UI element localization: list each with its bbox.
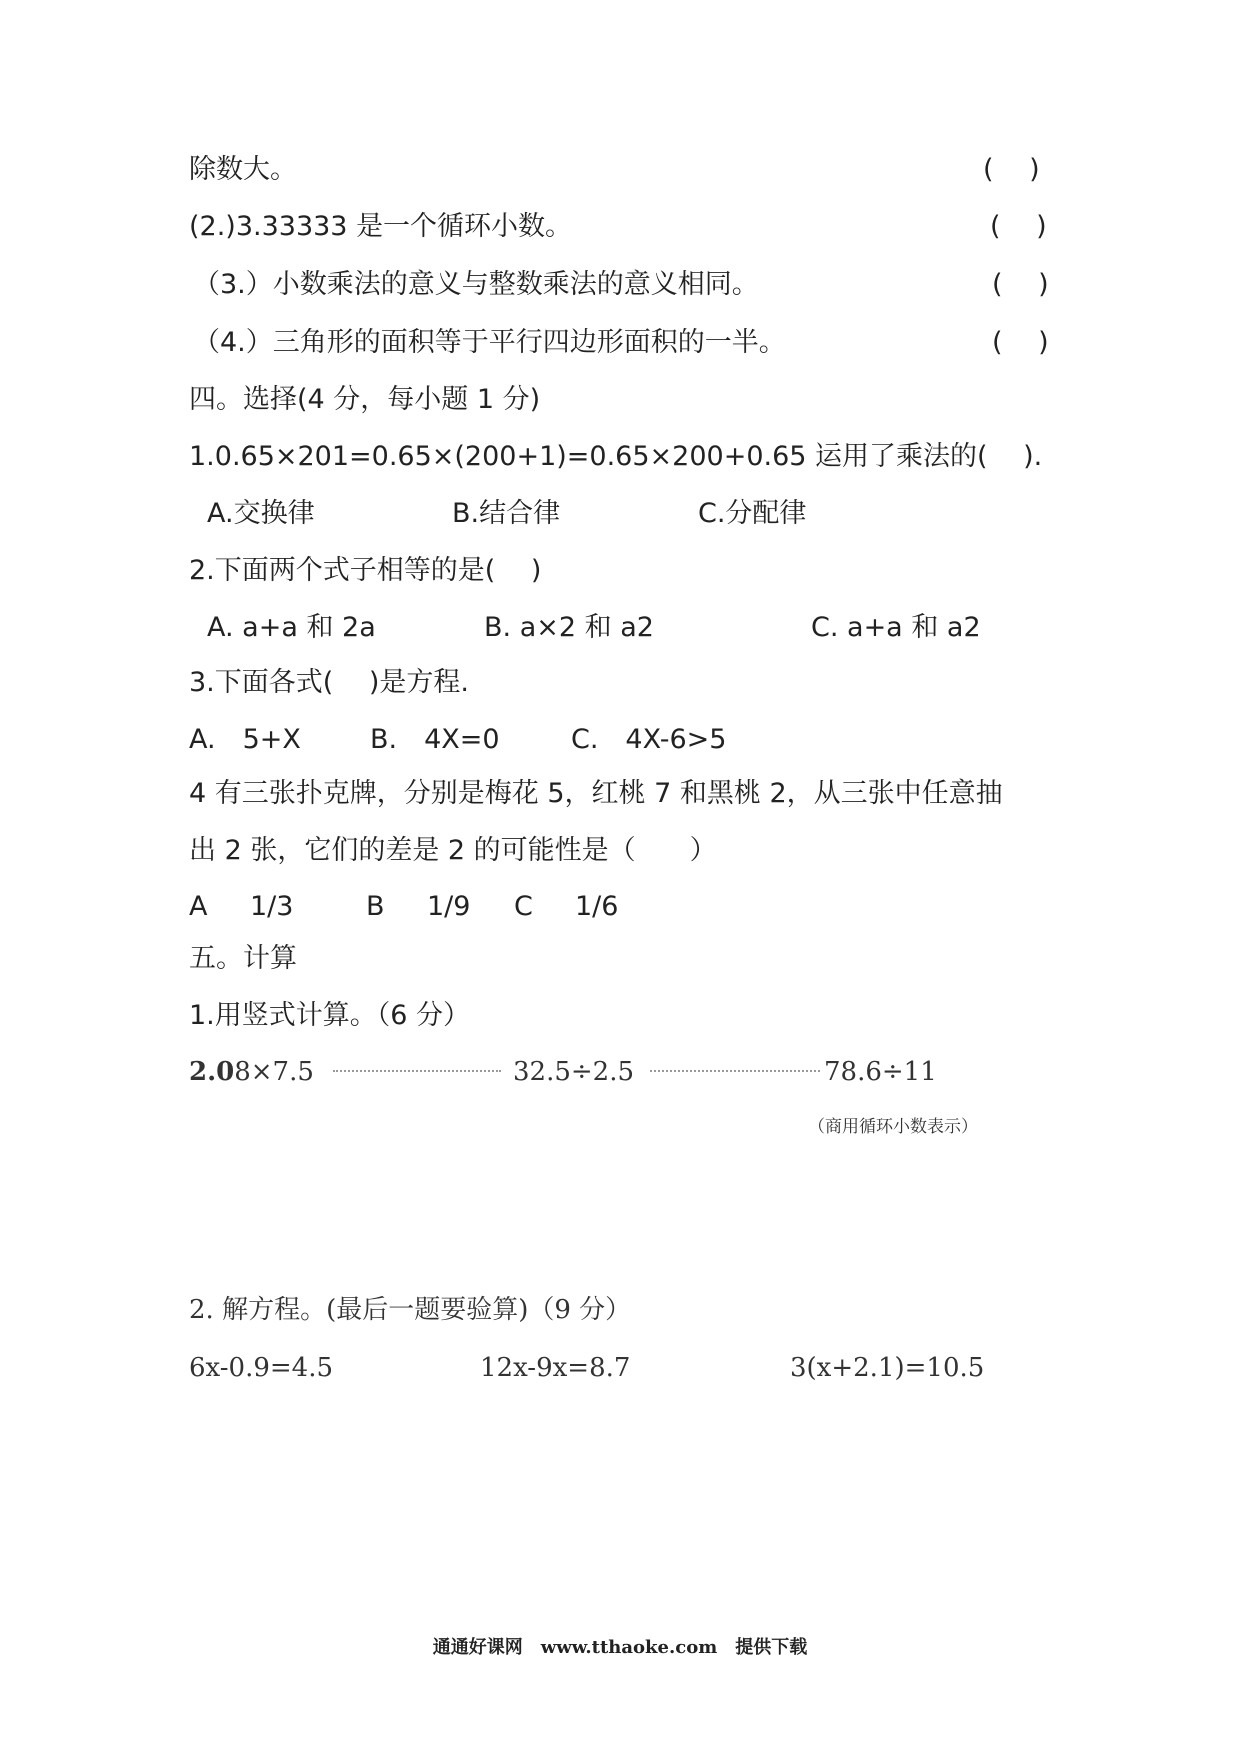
judge-item-3: （3.）小数乘法的意义与整数乘法的意义相同。 xyxy=(193,269,759,300)
q4-option-b-letter: B xyxy=(366,891,385,922)
section-5-sub-1: 1.用竖式计算。（6 分） xyxy=(189,1000,471,1031)
calc-note: （商用循环小数表示） xyxy=(808,1117,978,1137)
q1-option-a: A.交换律 xyxy=(207,498,315,529)
q2-option-c: C. a+a 和 a2 xyxy=(811,612,981,643)
answer-paren-2: ( ) xyxy=(990,211,1047,242)
question-4-1: 1.0.65×201=0.65×(200+1)=0.65×200+0.65 运用了乘法的( ). xyxy=(189,441,1043,472)
q3-option-c: C. 4X-6>5 xyxy=(571,724,727,755)
q3-option-a: A. 5+X xyxy=(189,724,301,755)
question-4-4-line-1: 4 有三张扑克牌，分别是梅花 5，红桃 7 和黑桃 2，从三张中任意抽 xyxy=(189,778,1003,809)
dotted-leader-1 xyxy=(333,1068,501,1072)
q2-option-b: B. a×2 和 a2 xyxy=(484,612,654,643)
equation-1: 6x-0.9=4.5 xyxy=(189,1353,334,1383)
section-5-sub-2: 2. 解方程。(最后一题要验算)（9 分） xyxy=(189,1295,632,1325)
calc-1-rest: 8×7.5 xyxy=(234,1057,314,1087)
q4-option-c-value: 1/6 xyxy=(575,891,619,922)
question-4-3: 3.下面各式( )是方程. xyxy=(189,667,469,698)
calc-3: 78.6÷11 xyxy=(824,1057,937,1087)
section-5-title: 五。计算 xyxy=(189,943,297,974)
q2-option-a: A. a+a 和 2a xyxy=(207,612,376,643)
page-footer: 通通好课网 www.tthaoke.com 提供下载 xyxy=(432,1637,808,1658)
dotted-leader-2 xyxy=(650,1068,820,1072)
judge-item-4: （4.）三角形的面积等于平行四边形面积的一半。 xyxy=(193,327,786,358)
answer-paren-4: ( ) xyxy=(992,327,1049,358)
judge-item-1-tail: 除数大。 xyxy=(189,154,297,185)
q3-option-b: B. 4X=0 xyxy=(370,724,500,755)
calc-1-lead: 2.0 xyxy=(189,1057,235,1087)
q4-option-a-letter: A xyxy=(189,891,208,922)
calc-1 xyxy=(189,1055,314,1089)
q1-option-c: C.分配律 xyxy=(698,498,807,529)
equation-3: 3(x+2.1)=10.5 xyxy=(790,1353,985,1383)
q4-option-c-letter: C xyxy=(514,891,533,922)
answer-paren-1: ( ) xyxy=(983,154,1040,185)
judge-item-2: (2.)3.33333 是一个循环小数。 xyxy=(189,211,573,242)
q4-option-a-value: 1/3 xyxy=(250,891,294,922)
question-4-2: 2.下面两个式子相等的是( ) xyxy=(189,555,542,586)
equation-2: 12x-9x=8.7 xyxy=(480,1353,631,1383)
calc-2: 32.5÷2.5 xyxy=(513,1057,635,1087)
question-4-4-line-2: 出 2 张，它们的差是 2 的可能性是（ ） xyxy=(189,835,717,866)
q4-option-b-value: 1/9 xyxy=(427,891,471,922)
q1-option-b: B.结合律 xyxy=(452,498,561,529)
section-4-title: 四。选择(4 分，每小题 1 分) xyxy=(189,384,541,415)
answer-paren-3: ( ) xyxy=(992,269,1049,300)
